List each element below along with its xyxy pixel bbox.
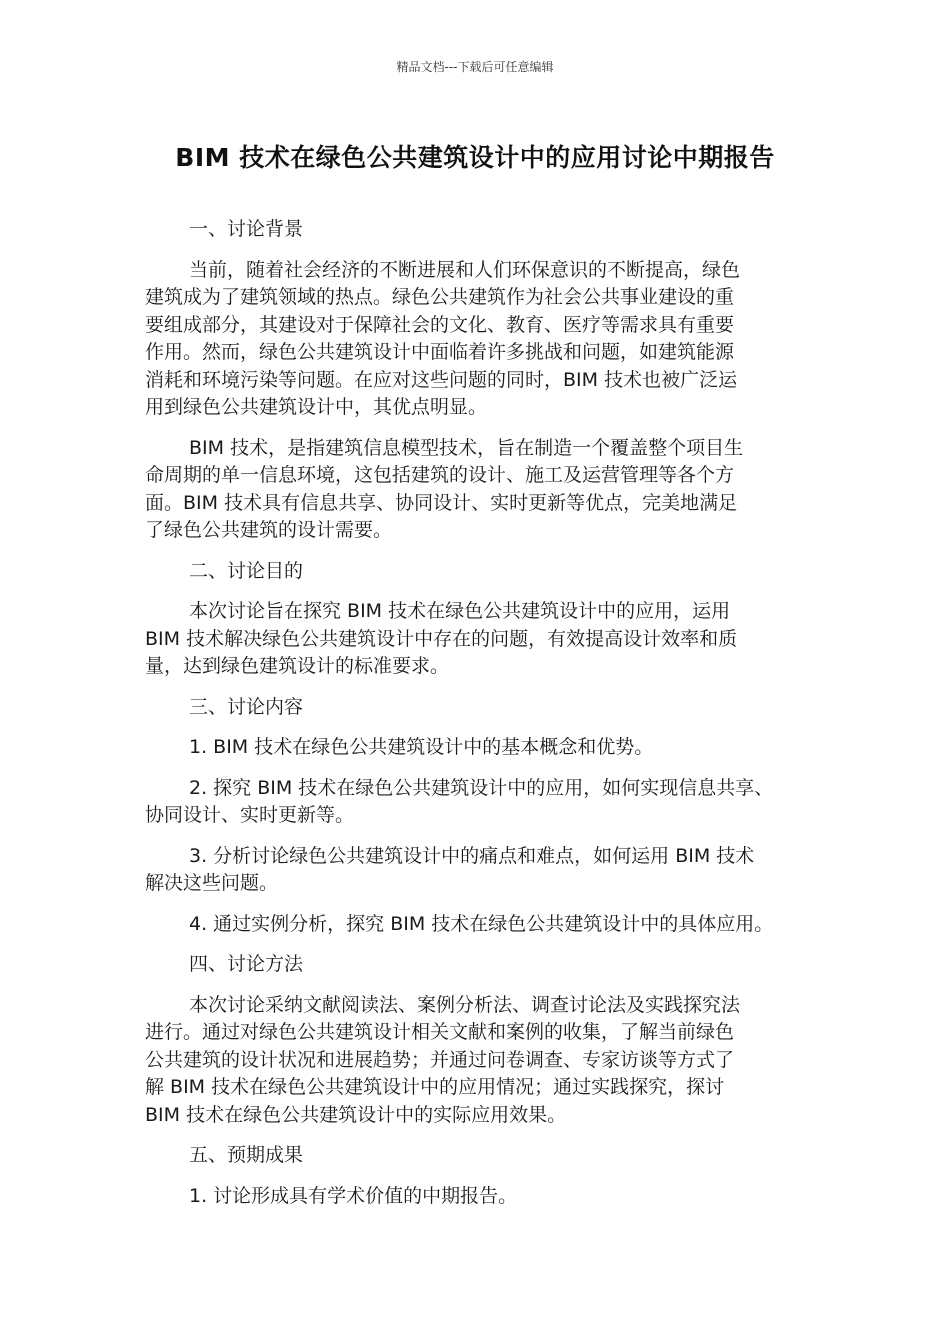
paragraph xyxy=(145,843,810,898)
text-line: 建筑成为了建筑领域的热点。绿色公共建筑作为社会公共事业建设的重 xyxy=(145,286,735,308)
text-line: 面。BIM 技术具有信息共享、协同设计、实时更新等优点，完美地满足 xyxy=(145,491,738,514)
paragraph xyxy=(145,598,810,681)
text-line: 3. 分析讨论绿色公共建筑设计中的痛点和难点，如何运用 BIM 技术 xyxy=(189,844,755,867)
section-heading xyxy=(145,558,810,586)
text-line: 本次讨论采纳文献阅读法、案例分析法、调查讨论法及实践探究法 xyxy=(189,993,741,1016)
text-line: 公共建筑的设计状况和进展趋势；并通过问卷调查、专家访谈等方式了 xyxy=(145,1048,735,1071)
text-line: 解 BIM 技术在绿色公共建筑设计中的应用情况；通过实践探究，探讨 xyxy=(145,1076,725,1098)
text-line: 要组成部分，其建设对于保障社会的文化、教育、医疗等需求具有重要 xyxy=(145,313,735,336)
section-heading xyxy=(145,216,810,244)
text-line: 本次讨论旨在探究 BIM 技术在绿色公共建筑设计中的应用，运用 xyxy=(189,600,731,622)
text-line: 2. 探究 BIM 技术在绿色公共建筑设计中的应用，如何实现信息共享、 xyxy=(189,776,774,799)
text-line: 消耗和环境污染等问题。在应对这些问题的同时，BIM 技术也被广泛运 xyxy=(145,368,738,391)
page-header-note: 精品文档---下载后可任意编辑 xyxy=(396,60,554,74)
paragraph xyxy=(145,1183,810,1211)
paragraph xyxy=(145,775,810,830)
text-line: 解决这些问题。 xyxy=(145,872,279,894)
text-line: 命周期的单一信息环境，这包括建筑的设计、施工及运营管理等各个方 xyxy=(145,464,735,486)
section-heading xyxy=(145,694,810,722)
text-line: 一、讨论背景 xyxy=(189,218,304,240)
section-heading xyxy=(145,1142,810,1170)
paragraph xyxy=(145,435,810,545)
text-line: 量，达到绿色建筑设计的标准要求。 xyxy=(145,655,450,677)
text-line: BIM 技术解决绿色公共建筑设计中存在的问题，有效提高设计效率和质 xyxy=(145,627,738,650)
text-line: 作用。然而，绿色公共建筑设计中面临着许多挑战和问题，如建筑能源 xyxy=(145,341,735,363)
paragraph xyxy=(145,734,810,762)
text-line: 1. BIM 技术在绿色公共建筑设计中的基本概念和优势。 xyxy=(189,736,654,758)
text-line: BIM 技术，是指建筑信息模型技术，旨在制造一个覆盖整个项目生 xyxy=(189,436,744,459)
text-line: 五、预期成果 xyxy=(189,1144,304,1166)
text-line: 四、讨论方法 xyxy=(189,953,304,975)
document-body xyxy=(145,216,810,1223)
section-heading xyxy=(145,951,810,979)
text-line: 二、讨论目的 xyxy=(189,559,304,582)
paragraph xyxy=(145,992,810,1130)
text-line: 1. 讨论形成具有学术价值的中期报告。 xyxy=(189,1184,518,1207)
text-line: 三、讨论内容 xyxy=(189,695,304,718)
document-title: BIM 技术在绿色公共建筑设计中的应用讨论中期报告 xyxy=(175,143,775,172)
text-line: 用到绿色公共建筑设计中，其优点明显。 xyxy=(145,396,488,418)
text-line: 当前，随着社会经济的不断进展和人们环保意识的不断提高，绿色 xyxy=(189,258,741,281)
text-line: BIM 技术在绿色公共建筑设计中的实际应用效果。 xyxy=(145,1103,567,1126)
paragraph xyxy=(145,257,810,422)
text-line: 4. 通过实例分析，探究 BIM 技术在绿色公共建筑设计中的具体应用。 xyxy=(189,912,774,935)
paragraph xyxy=(145,911,810,939)
text-line: 协同设计、实时更新等。 xyxy=(145,804,355,826)
text-line: 进行。通过对绿色公共建筑设计相关文献和案例的收集，了解当前绿色 xyxy=(145,1021,735,1043)
text-line: 了绿色公共建筑的设计需要。 xyxy=(145,519,393,541)
